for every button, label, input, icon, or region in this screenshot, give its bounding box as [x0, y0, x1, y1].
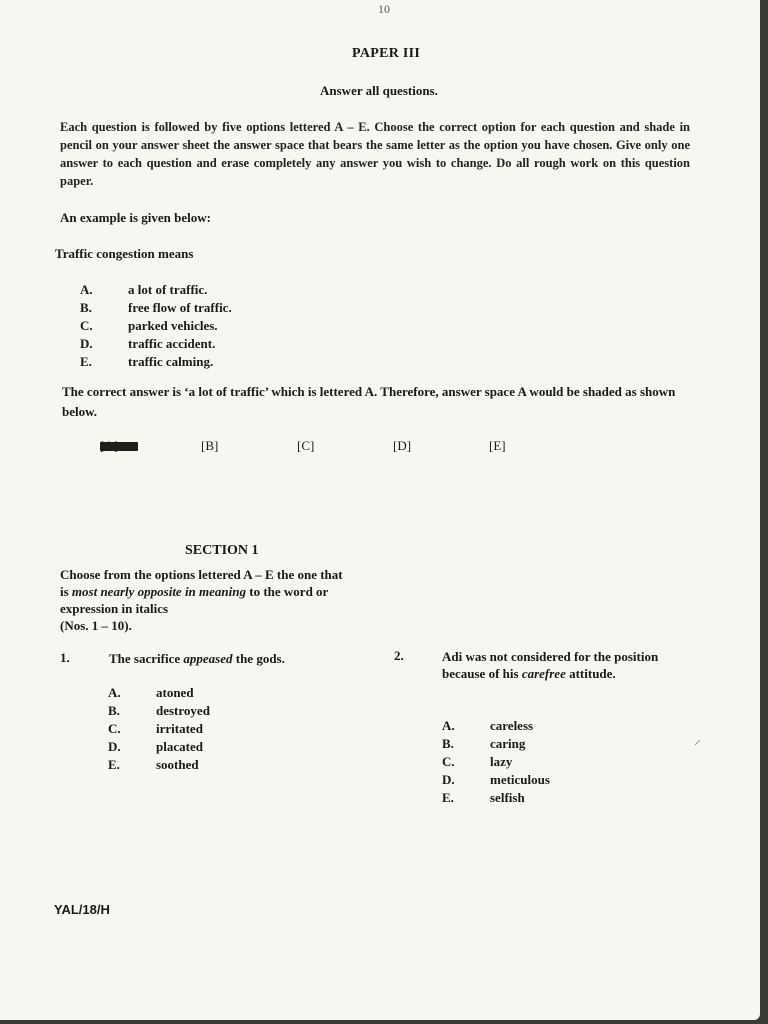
- option-letter: A.: [108, 685, 121, 700]
- answer-space-row: [100, 438, 520, 460]
- answer-explanation: The correct answer is ‘a lot of traffic’ which is lettered A. Therefore, answer space A would be shaded as shown below.: [62, 384, 676, 419]
- answer-space-b: [B]: [201, 438, 219, 453]
- option-letter: E.: [108, 757, 120, 772]
- option-letter: C.: [80, 318, 93, 333]
- option-text: atoned: [156, 685, 194, 700]
- question-italic-word: appeased: [183, 651, 233, 666]
- option-letter: C.: [442, 754, 455, 769]
- example-note: An example is given below:: [60, 210, 211, 225]
- answer-space-a: [100, 438, 118, 454]
- question-1-options: [108, 684, 210, 774]
- example-question-stem: Traffic congestion means: [55, 246, 194, 261]
- answer-space-c: [C]: [297, 438, 315, 453]
- option-letter: B.: [80, 300, 92, 315]
- question-stem-end: attitude.: [565, 666, 616, 681]
- question-stem-text: Adi was not considered for the position because of his: [442, 649, 659, 681]
- option-row: [442, 789, 550, 807]
- option-letter: B.: [442, 736, 454, 751]
- option-row: [442, 771, 550, 789]
- option-row: [80, 317, 232, 335]
- option-letter: A.: [442, 718, 455, 733]
- instructions-paragraph: [60, 118, 690, 190]
- question-stem: [442, 648, 662, 682]
- option-row: [80, 299, 232, 317]
- question-number: 1.: [60, 650, 70, 665]
- section-instruction-text: Choose from the options lettered A – E the one that is: [60, 567, 343, 599]
- option-row: [80, 281, 232, 299]
- question-2-options: [442, 717, 550, 807]
- option-letter: D.: [442, 772, 455, 787]
- option-row: [442, 735, 550, 753]
- option-row: [442, 753, 550, 771]
- shaded-mark: [100, 442, 138, 451]
- instructions-text: Each question is followed by five options lettered A – E. Choose the correct option for each question and shade in pencil on your answer sheet the answer space that bears the same letter as the option you have chosen. Give only one answer to each question and erase completely any answer you wish to change. Do all rough work on this question paper.: [60, 120, 690, 188]
- section-title: SECTION 1: [185, 543, 259, 558]
- option-letter: C.: [108, 721, 121, 736]
- question-italic-word: carefree: [521, 666, 566, 681]
- option-text: selfish: [490, 790, 525, 805]
- option-text: placated: [156, 739, 203, 754]
- option-text: lazy: [490, 754, 513, 769]
- question-stem-end: the gods.: [232, 651, 285, 666]
- section-instruction-emphasis: most nearly opposite in meaning: [71, 584, 246, 599]
- option-row: [80, 353, 232, 371]
- option-text: meticulous: [490, 772, 550, 787]
- option-letter: B.: [108, 703, 120, 718]
- stray-pencil-mark: ⸝: [694, 733, 701, 748]
- example-options: [80, 281, 232, 371]
- answer-space-d: [D]: [393, 438, 412, 453]
- page-number: 10: [378, 2, 390, 16]
- option-text: traffic calming.: [128, 354, 214, 369]
- section-question-range: (Nos. 1 – 10).: [60, 618, 132, 633]
- option-row: [108, 684, 210, 702]
- option-letter: E.: [80, 354, 92, 369]
- section-instructions: [60, 566, 350, 634]
- option-row: [108, 756, 210, 774]
- option-row: [80, 335, 232, 353]
- option-text: soothed: [156, 757, 199, 772]
- option-row: [108, 720, 210, 738]
- question-stem-text: The sacrifice: [109, 651, 184, 666]
- paper-code: YAL/18/H: [54, 902, 110, 917]
- question-stem: [109, 650, 349, 667]
- option-text: parked vehicles.: [128, 318, 218, 333]
- option-row: [442, 717, 550, 735]
- option-letter: D.: [108, 739, 121, 754]
- question-number: 2.: [394, 648, 404, 663]
- option-text: careless: [490, 718, 534, 733]
- option-letter: A.: [80, 282, 93, 297]
- option-text: destroyed: [156, 703, 210, 718]
- option-row: [108, 738, 210, 756]
- paper-title: PAPER III: [352, 46, 421, 61]
- option-text: caring: [490, 736, 526, 751]
- option-row: [108, 702, 210, 720]
- option-letter: D.: [80, 336, 93, 351]
- option-text: irritated: [156, 721, 203, 736]
- option-text: a lot of traffic.: [128, 282, 208, 297]
- answer-space-e: [E]: [489, 438, 506, 453]
- option-text: traffic accident.: [128, 336, 216, 351]
- option-letter: E.: [442, 790, 454, 805]
- option-text: free flow of traffic.: [128, 300, 232, 315]
- paper-subtitle: Answer all questions.: [320, 83, 438, 98]
- section-instruction-text-2: to the word or expression in italics: [60, 584, 329, 616]
